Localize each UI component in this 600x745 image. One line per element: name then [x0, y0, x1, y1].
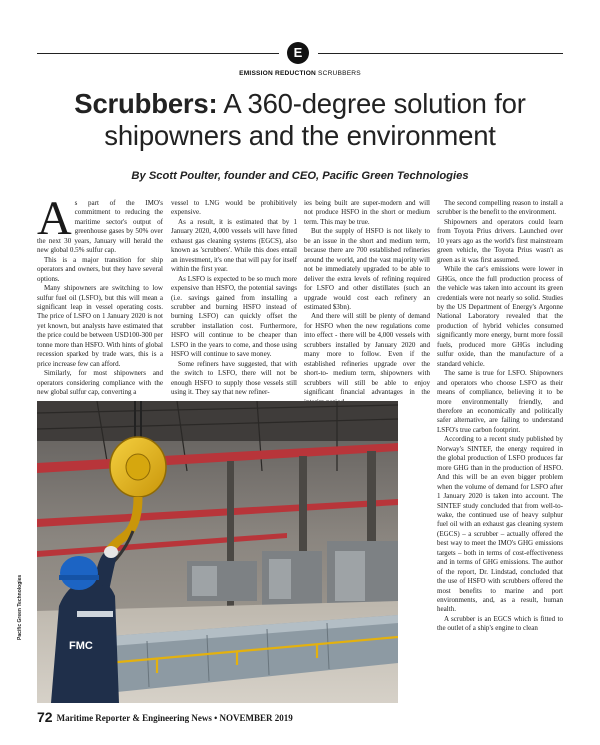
publication-line: Maritime Reporter & Engineering News • NOVEMBER 2019 — [56, 713, 293, 723]
paragraph: This is a major transition for ship operators and owners, but they have several options. — [37, 255, 163, 283]
photo-credit: Pacific Green Technologies — [17, 574, 23, 640]
paragraph: According to a recent study published by Norway's SINTEF, the energy required in the global production of LSFO produces far more GHG than in the production of HSFO. And this will be an even bigger problem when the volume of demand for LSFO after 1 January 2020 is taken into account. The SINTEF study concluded that from well-to-wake, the continued use of heavy sulphur fuel oil with an exhaust gas cleaning system (EGCS) – a scrubber – actually offered the best way to meet the IMO's GHG emissions targets – both in terms of cost-effectiveness and in terms of GHG emissions. The author of the report, Dr. Lindstad, concluded that the use of HSFO with scrubbers offered the most benefits to marine and port environments, and, as a result, human health. — [437, 435, 563, 614]
paragraph: While the car's emissions were lower in GHGs, once the full production process of the vehicle was taken into account its green credentials were not nearly so solid. Studies by the US Department of Energy's Argonne National Laboratory revealed that the production of hybrid vehicles consumed significantly more energy, burnt more fossil fuels, produced more GHGs including sulfur oxide, than the manufacture of a standard vehicle. — [437, 265, 563, 368]
paragraph: As LSFO is expected to be so much more expensive than HSFO, the potential savings (i.e. savings gained from installing a scrubber and burning HSFO instead of burning LSFO) can quickly offset the scrubber installation cost. Furthermore, HSFO will continue to be cheaper than LSFO in the years to come, and those using HSFO will continue to save money. — [171, 274, 297, 359]
paragraph: The second compelling reason to install a scrubber is the benefit to the environment. — [437, 199, 563, 217]
article-headline — [30, 88, 570, 152]
worker-figure — [51, 546, 119, 703]
factory-photo — [37, 401, 398, 703]
paragraph — [37, 192, 163, 256]
drop-cap: A — [37, 192, 72, 245]
column-4 — [437, 199, 563, 634]
paragraph: Many shipowners are switching to low sulfur fuel oil (LSFO), but this will mean a significant leap in vessel operating costs. The price of LSFO on 1 January 2020 is not yet known, but analysts have estimated that the price could be between USD100-300 per tonne more than HSFO. With hints of global recession sparked by trade wars, this is a price increase few can afford. — [37, 284, 163, 368]
paragraph: Shipowners and operators could learn from Toyota Prius drivers. Launched over 10 years ago as the world's first mainstream green vehicle, the Toyota Prius wasn't as green as it was first assumed. — [437, 217, 563, 264]
paragraph: And there will still be plenty of demand for HSFO when the new regulations come into effect - there will be 4,000 vessels with scrubbers installed by January 2020 and many more to follow. Even if the established refineries upgrade over the short-to- medium term, shipowners with scrubbers will still be able to enjoy significant financial advantages in the — [304, 312, 430, 397]
paragraph: The same is true for LSFO. Shipowners and operators who choose LSFO as their means of compliance, believing it to be more environmentally friendly, and therefore an economically and politically safer alternative, are failing to understand LSFO's true carbon footprint. — [437, 369, 563, 434]
section-label — [0, 70, 600, 77]
paragraph: Some refiners have suggested, that with the switch to LSFO, there will not be enough HSFO to supply those vessels still using it. They say that new refiner- — [171, 359, 297, 397]
page-footer — [37, 709, 293, 725]
header-rule-left — [37, 53, 279, 54]
paragraph-text: s part of the IMO's commitment to reducing the maritime sector's output of greenhouse gases by 50% over the next 30 years, January will herald the new global 0.5% sulfur cap. — [37, 199, 163, 255]
paragraph: vessel to LNG would be prohibitively expensive. — [171, 199, 297, 217]
section-badge: E — [287, 42, 309, 64]
page-number: 72 — [37, 709, 53, 725]
factory-photo-illustration — [37, 401, 398, 703]
column-1 — [37, 192, 163, 398]
column-2 — [171, 199, 297, 398]
headline-keyword: Scrubbers: — [74, 88, 218, 119]
paragraph: As a result, it is estimated that by 1 January 2020, 4,000 vessels will have fitted exhaust gas cleaning systems (EGCS), also known as 'scrubbers'. While this does entail an investment, it's one that will pay for itself within the first year. — [171, 217, 297, 274]
section-label-rest: SCRUBBERS — [316, 70, 361, 77]
section-label-bold: EMISSION REDUCTION — [239, 70, 316, 77]
header-rule-right — [318, 53, 563, 54]
column-3 — [304, 199, 430, 407]
headline-line1: A 360-degree solution for — [217, 88, 526, 119]
paragraph: But the supply of HSFO is not likely to be an issue in the short and medium term, because there are 700 established refineries around the world, and the vast majority will not be immediately upgraded to be able to deliver the extra levels of refining required for LSFO and other distillates (such an upgrade would cost each refinery an estimated $3bn). — [304, 227, 430, 311]
headline-line2: shipowners and the environment — [104, 120, 496, 151]
byline: By Scott Poulter, founder and CEO, Pacific Green Technologies — [131, 170, 469, 182]
paragraph: ies being built are super-modern and will not produce HSFO in the short or medium term. This may be true. — [304, 199, 430, 226]
helmet-logo-text: FMC — [69, 640, 93, 652]
paragraph: Similarly, for most shipowners and operators considering compliance with the new global sulfur cap, converting a — [37, 369, 163, 397]
paragraph: A scrubber is an EGCS which is fitted to the outlet of a ship's engine to clean — [437, 614, 563, 633]
